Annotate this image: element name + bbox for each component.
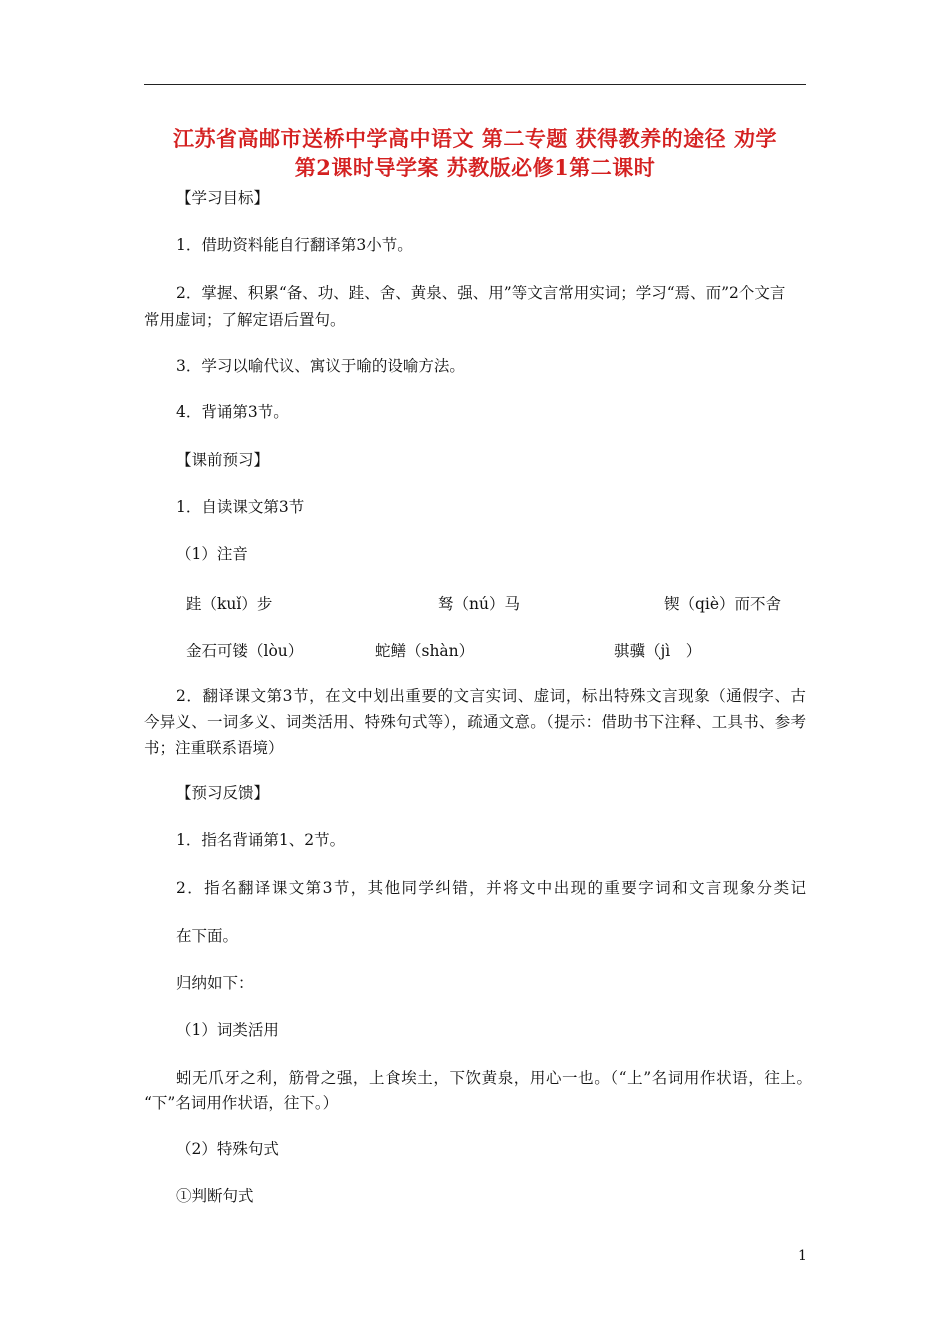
preview-item-2-line-3: 书；注重联系语境）	[144, 739, 284, 757]
pinyin-item: 金石可镂（lòu）	[186, 642, 304, 660]
pinyin-item: 骐骥（jì ）	[614, 642, 702, 660]
goal-2-line-1: 2．掌握、积累“备、功、跬、舍、黄泉、强、用”等文言常用实词；学习“焉、而”2个文言	[176, 284, 786, 302]
special-sentence-heading: （2）特殊句式	[176, 1140, 279, 1158]
header-rule	[144, 84, 806, 85]
usage-heading: （1）词类活用	[176, 1021, 279, 1039]
summary-label: 归纳如下：	[176, 974, 254, 992]
usage-line-1: 蚓无爪牙之利，筋骨之强，上食埃土，下饮黄泉，用心一也。（“上”名词用作状语，往上。	[176, 1069, 812, 1087]
preview-item-2-line-1: 2．翻译课文第3节，在文中划出重要的文言实词、虚词，标出特殊文言现象（通假字、古	[176, 687, 806, 705]
feedback-item-2-line-1: 2．指名翻译课文第3节，其他同学纠错，并将文中出现的重要字词和文言现象分类记	[176, 879, 806, 897]
feedback-item-2-line-2: 在下面。	[176, 927, 239, 945]
pinyin-item: 驽（nú）马	[438, 595, 520, 613]
goal-4: 4．背诵第3节。	[176, 403, 289, 421]
pinyin-item: 蛇鳝（shàn）	[375, 642, 475, 660]
pinyin-item: 跬（kuǐ）步	[186, 595, 273, 613]
usage-line-2: “下”名词用作状语，往下。）	[144, 1094, 339, 1112]
preview-heading: 【课前预习】	[176, 451, 270, 469]
page-number: 1	[798, 1248, 807, 1264]
preview-item-1: 1．自读课文第3节	[176, 498, 305, 516]
phonetic-heading: （1）注音	[176, 545, 248, 563]
document-title-line-2: 第2课时导学案 苏教版必修1第二课时	[294, 155, 656, 180]
feedback-heading: 【预习反馈】	[176, 784, 270, 802]
document-title-line-1: 江苏省高邮市送桥中学高中语文 第二专题 获得教养的途径 劝学	[173, 126, 777, 151]
goals-heading: 【学习目标】	[176, 189, 270, 207]
preview-item-2-line-2: 今异义、一词多义、词类活用、特殊句式等），疏通文意。（提示：借助书下注释、工具书、参考	[144, 713, 806, 731]
goal-1: 1．借助资料能自行翻译第3小节。	[176, 236, 413, 254]
judgment-sentence-label: ①判断句式	[176, 1187, 254, 1205]
goal-2-line-2: 常用虚词；了解定语后置句。	[144, 311, 346, 329]
pinyin-item: 锲（qiè）而不舍	[664, 595, 782, 613]
goal-3: 3．学习以喻代议、寓议于喻的设喻方法。	[176, 357, 465, 375]
feedback-item-1: 1．指名背诵第1、2节。	[176, 831, 346, 849]
